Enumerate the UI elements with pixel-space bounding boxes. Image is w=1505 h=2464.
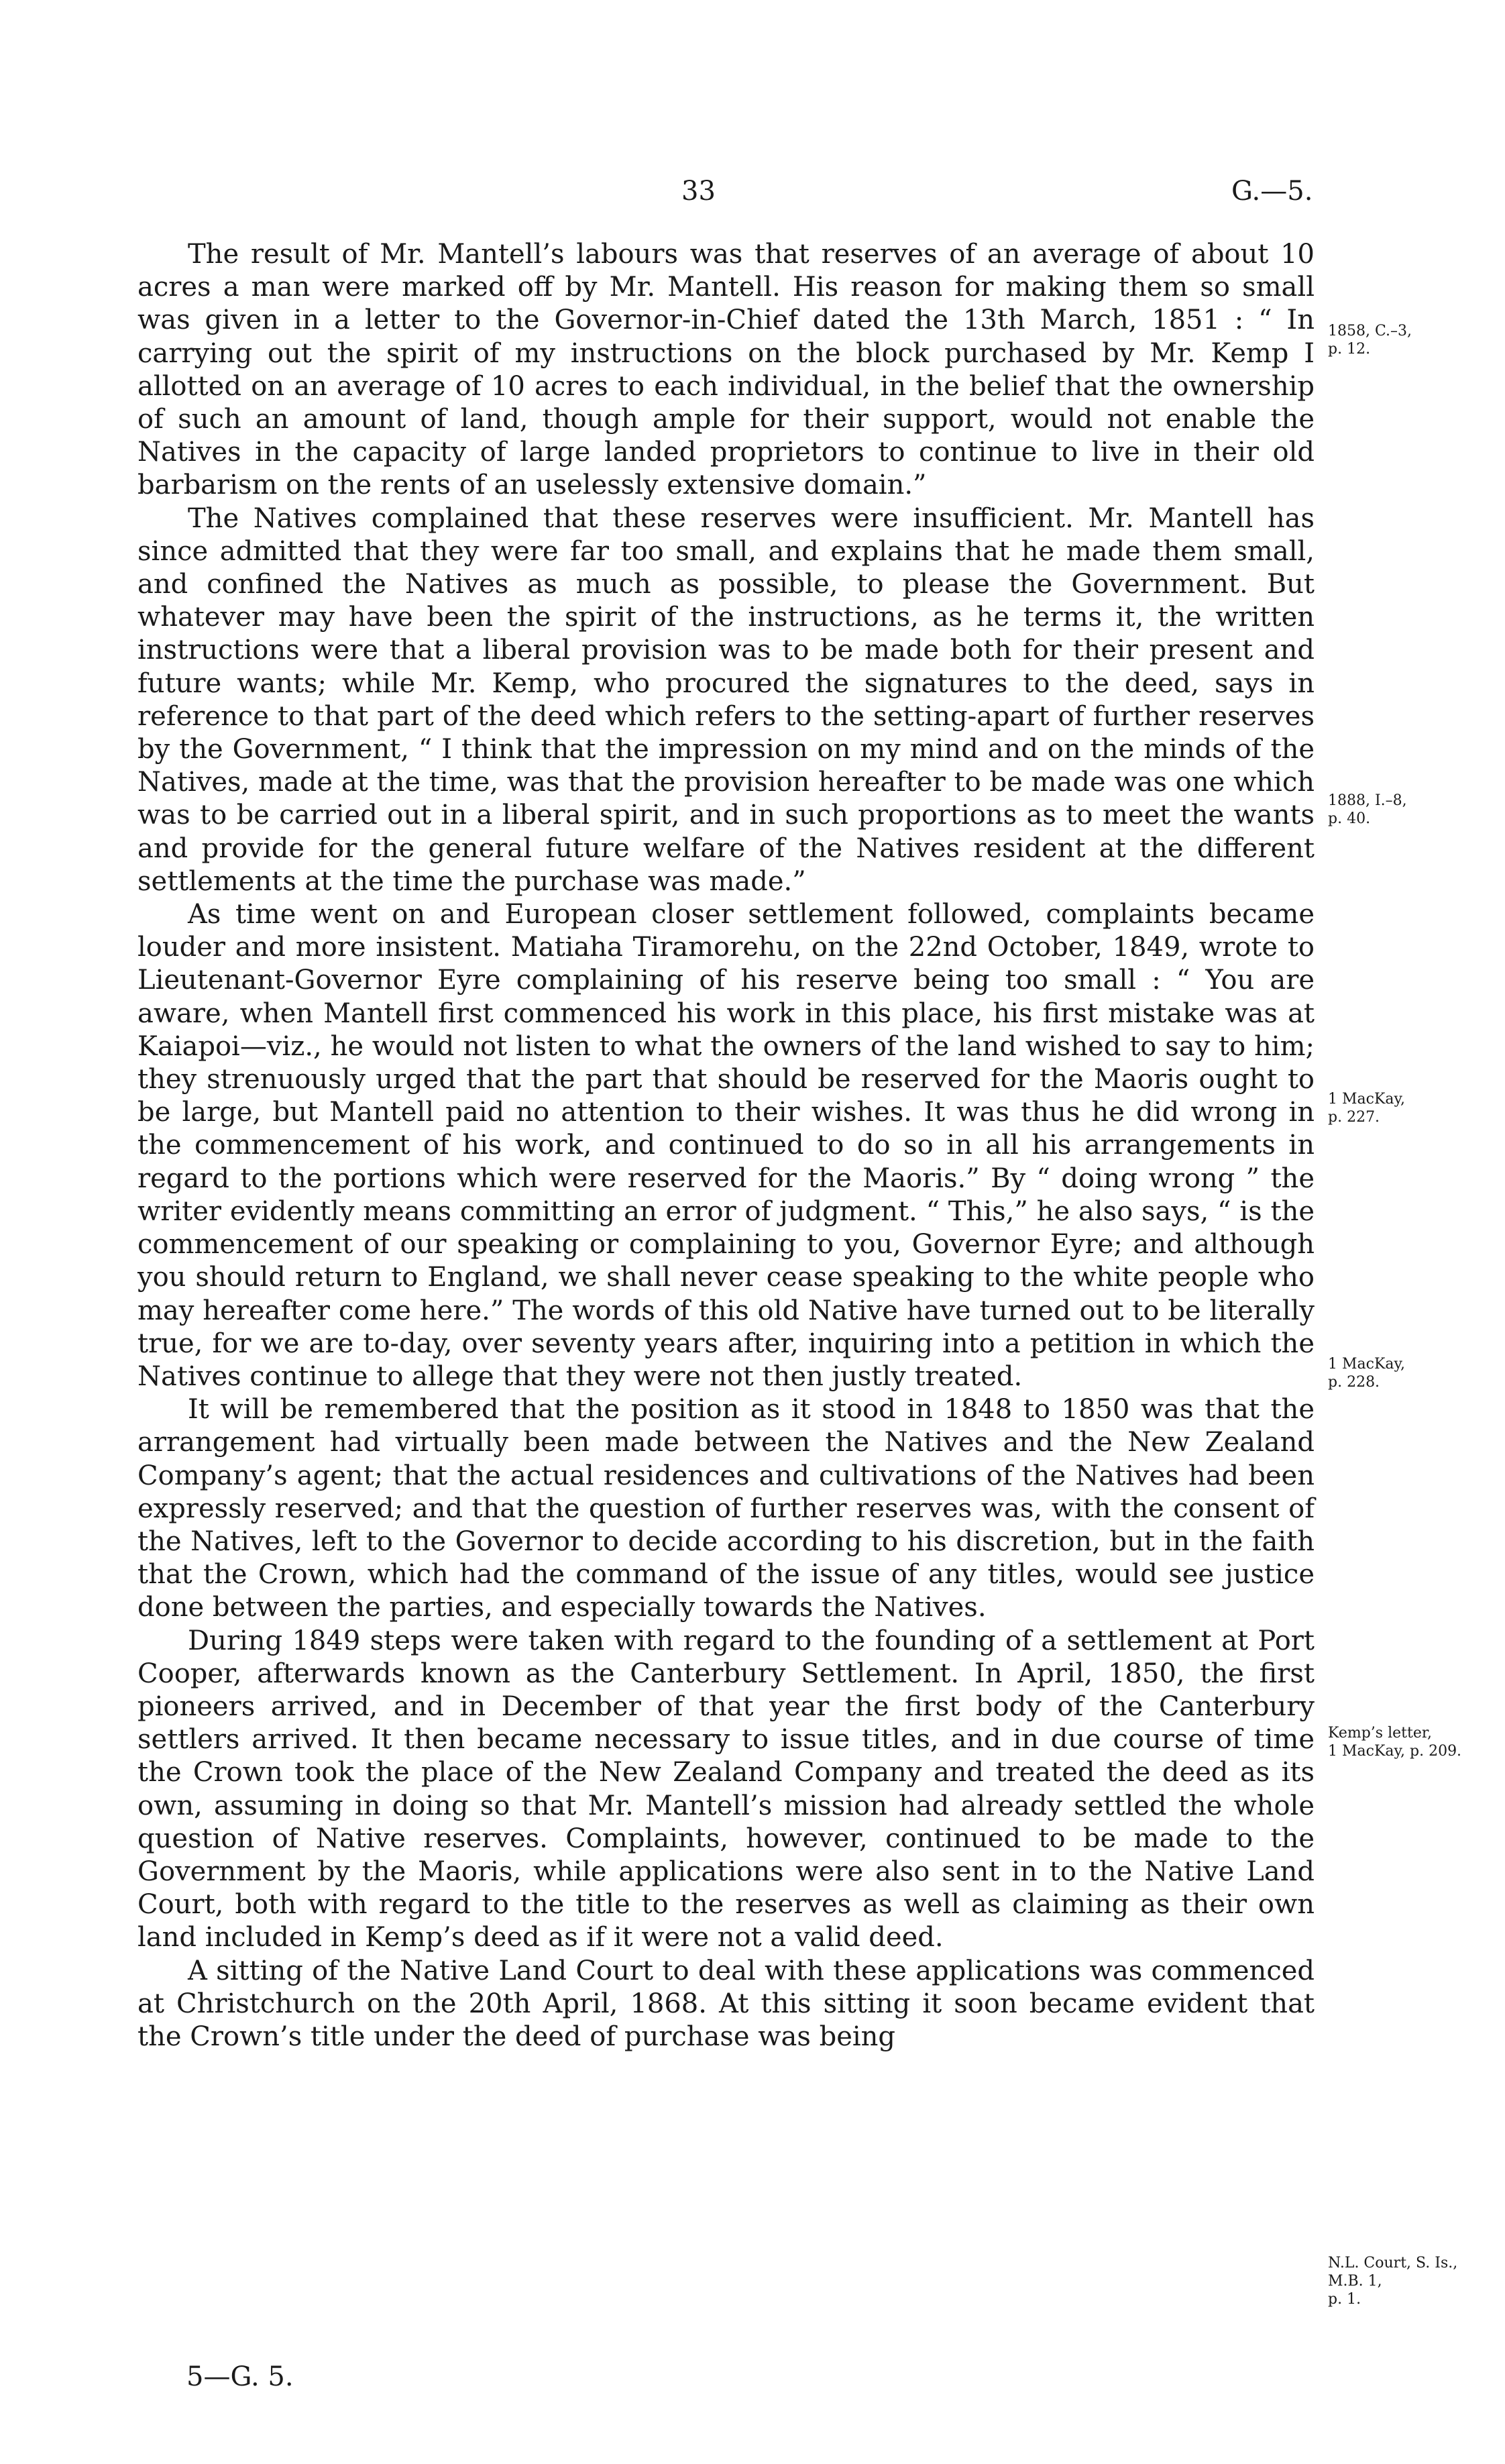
page-number: 33 xyxy=(681,176,716,207)
margin-note-reference: 1 MacKay, p. 227. xyxy=(1328,1091,1406,1126)
paragraph-port-cooper: During 1849 steps were taken with regard to the founding of a settlement at Port Cooper, afterwards known as the Canterbury Settlement. In April, 1850, the first pioneers arrived, and in December of that year the first body of the Canterbury settlers arrived. It then became necessary to issue titles, and in due course of time the Crown took the place of the New Zealand Company and treated the deed as its own, assuming in doing so that Mr. Mantell’s mission had already settled the whole question of Native reserves. Complaints, however, continued to be made to the Government by the Maoris, while applications were also sent in to the Native Land Court, both with regard to the title to the reserves as well as claiming as their own land included in Kemp’s deed as if it were not a valid deed. xyxy=(137,1625,1315,1953)
margin-note-reference: 1858, C.–3, p. 12. xyxy=(1328,323,1412,358)
paragraph-mantell-reserves: The result of Mr. Mantell’s labours was that reserves of an average of about 10 acres a man were marked off by Mr. Mantell. His reason for making them so small was given in a letter to the Governor-in-Chief dated the 13th March, 1851 : “ In carrying out the spirit of my instructions on the block purchased by Mr. Kemp I allotted on an average of 10 acres to each individual, in the belief that the ownership of such an amount of land, though ample for their support, would not enable the Natives in the capacity of large landed proprietors to continue to live in their old barbarism on the rents of an uselessly extensive domain.” xyxy=(137,239,1315,501)
margin-note-reference: 1888, I.–8, p. 40. xyxy=(1328,792,1407,827)
paragraph-land-court-sitting: A sitting of the Native Land Court to deal with these applications was commenced at Christchurch on the 20th April, 1868. At this sitting it soon became evident that the Crown’s title under the deed of purchase was being xyxy=(137,1955,1315,2052)
body-text xyxy=(137,238,1315,2053)
margin-note-reference: N.L. Court, S. Is., M.B. 1, p. 1. xyxy=(1328,2255,1458,2308)
paragraph-position-1848: It will be remembered that the position as it stood in 1848 to 1850 was that the arrangement had virtually been made between the Natives and the New Zealand Company’s agent; that the actual residences and cultivations of the Natives had been expressly reserved; and that the question of further reserves was, with the consent of the Natives, left to the Governor to decide according to his discretion, but in the faith that the Crown, which had the command of the issue of any titles, would see justice done between the parties, and especially towards the Natives. xyxy=(137,1394,1315,1623)
paragraph-natives-complained: The Natives complained that these reserves were insufficient. Mr. Mantell has since admitted that they were far too small, and explains that he made them small, and confined the Natives as much as possible, to please the Government. But whatever may have been the spirit of the instructions, as he terms it, the written instructions were that a liberal provision was to be made both for their present and future wants; while Mr. Kemp, who procured the signatures to the deed, says in reference to that part of the deed which refers to the setting-apart of further reserves by the Government, “ I think that the impression on my mind and on the minds of the Natives, made at the time, was that the provision hereafter to be made was one which was to be carried out in a liberal spirit, and in such proportions as to meet the wants and provide for the general future welfare of the Natives resident at the different settlements at the time the purchase was made.” xyxy=(137,502,1315,897)
page-header xyxy=(0,176,1505,216)
paragraph-complaints-louder: As time went on and European closer settlement followed, complaints became louder and more insistent. Matiaha Tiramorehu, on the 22nd October, 1849, wrote to Lieutenant-Governor Eyre complaining of his reserve being too small : “ You are aware, when Mantell first commenced his work in this place, his first mistake was at Kaiapoi—viz., he would not listen to what the owners of the land wished to say to him; they strenuously urged that the part that should be reserved for the Maoris ought to be large, but Mantell paid no attention to their wishes. It was thus he did wrong in the commencement of his work, and continued to do so in all his arrangements in regard to the portions which were reserved for the Maoris.” By “ doing wrong ” the writer evidently means committing an error of judgment. “ This,” he also says, “ is the commencement of our speaking or complaining to you, Governor Eyre; and although you should return to England, we shall never cease speaking to the white people who may hereafter come here.” The words of this old Native have turned out to be literally true, for we are to-day, over seventy years after, inquiring into a petition in which the Natives continue to allege that they were not then justly treated. xyxy=(137,899,1315,1392)
signature-mark: 5—G. 5. xyxy=(186,2361,294,2392)
margin-note-reference: Kemp’s letter, 1 MacKay, p. 209. xyxy=(1328,1725,1462,1760)
margin-note-reference: 1 MacKay, p. 228. xyxy=(1328,1356,1406,1391)
document-code: G.—5. xyxy=(1231,176,1313,207)
